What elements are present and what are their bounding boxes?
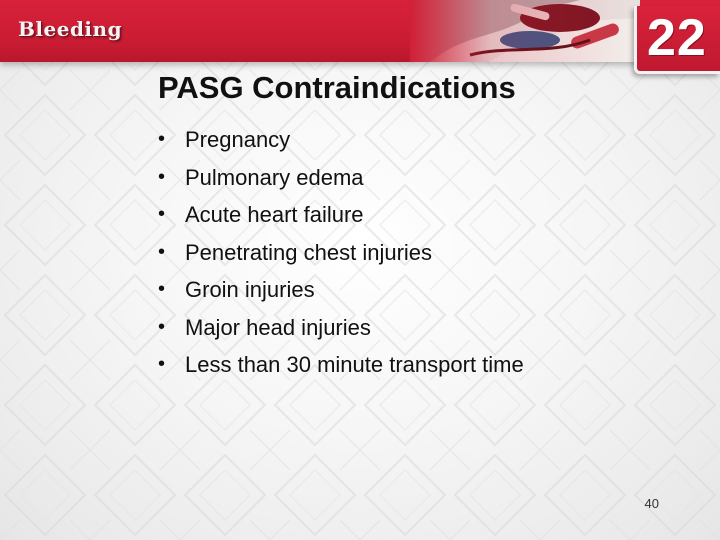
bullet-icon: •	[158, 353, 166, 375]
chapter-badge	[634, 6, 720, 74]
bullet-text: Pulmonary edema	[185, 164, 364, 190]
bullet-text: Major head injuries	[185, 314, 371, 340]
bullet-text: Less than 30 minute transport time	[185, 352, 524, 377]
bullet-text: Pregnancy	[185, 127, 291, 152]
header-band	[0, 0, 720, 62]
bullet-icon: •	[158, 165, 166, 188]
bullet-icon: •	[158, 315, 166, 338]
bullet-text: Groin injuries	[185, 277, 315, 302]
bullet-icon: •	[158, 278, 166, 300]
section-title: Bleeding	[18, 17, 123, 41]
page-number: 40	[644, 496, 659, 511]
bullet-icon: •	[158, 128, 166, 150]
bullet-text: Acute heart failure	[185, 202, 364, 227]
header-photo-collage	[410, 0, 640, 62]
slide-title: PASG Contraindications	[158, 70, 516, 105]
bullet-icon: •	[158, 203, 166, 225]
bullet-text: Penetrating chest injuries	[185, 239, 433, 265]
chapter-number: 22	[647, 9, 707, 67]
bullet-icon: •	[158, 240, 166, 263]
